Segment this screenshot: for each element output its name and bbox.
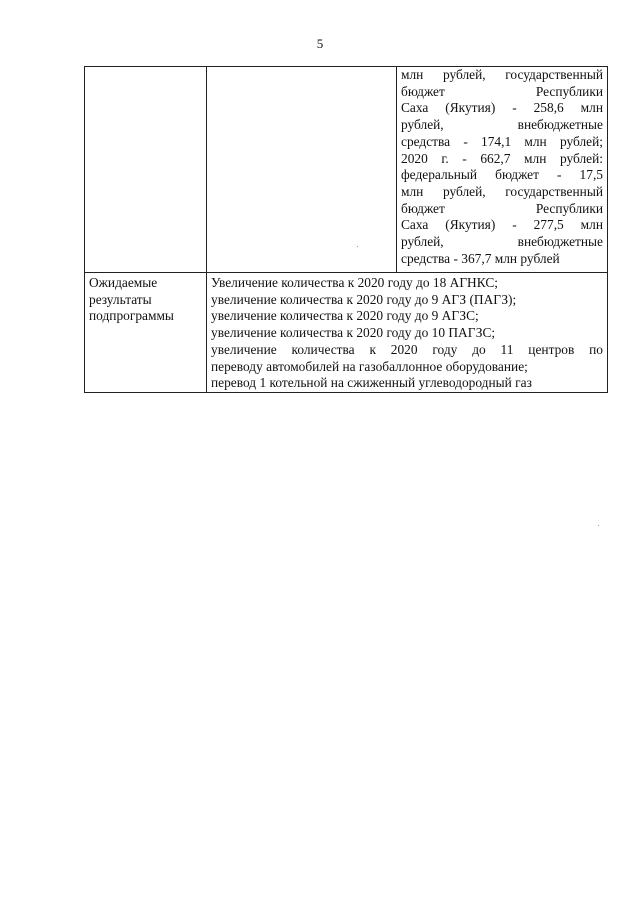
scan-speck <box>598 525 599 526</box>
scan-speck <box>357 246 358 247</box>
financing-line: Саха (Якутия) - 258,6 млн <box>401 100 603 116</box>
results-label-line: подпрограммы <box>89 308 174 324</box>
table-cell-label-empty <box>85 67 207 273</box>
results-line: увеличение количества к 2020 году до 9 АГЗС; <box>211 308 479 324</box>
financing-line: рублей, внебюджетные <box>401 234 603 250</box>
financing-line: средства - 174,1 млн рублей; <box>401 133 603 149</box>
results-line: увеличение количества к 2020 году до 9 АГЗ (ПАГЗ); <box>211 291 517 307</box>
financing-line: млн рублей, государственный <box>401 67 603 82</box>
financing-line: млн рублей, государственный <box>401 183 603 199</box>
table-row-expected-results <box>85 273 608 393</box>
results-line: увеличение количества к 2020 году до 10 ПАГЗС; <box>211 325 496 341</box>
financing-line: бюджет Республики <box>401 83 603 99</box>
page-number: 5 <box>316 36 324 51</box>
table-cell-results-label <box>85 273 207 393</box>
table-cell-middle-empty <box>207 67 397 273</box>
financing-line: бюджет Республики <box>401 200 603 216</box>
results-line: переводу автомобилей на газобаллонное оборудование; <box>211 358 528 374</box>
program-passport-table <box>84 66 608 393</box>
results-line: Увеличение количества к 2020 году до 18 АГНКС; <box>211 275 498 290</box>
financing-line: 2020 г. - 662,7 млн рублей: <box>401 150 603 166</box>
table-cell-results-content <box>207 273 608 393</box>
results-label-line: результаты <box>89 291 152 307</box>
table-cell-financing-text <box>397 67 608 273</box>
results-label-line: Ожидаемые <box>89 275 158 290</box>
results-line: перевод 1 котельной на сжиженный углеводородный газ <box>211 375 532 391</box>
financing-line: средства - 367,7 млн рублей <box>401 250 560 266</box>
financing-line: рублей, внебюджетные <box>401 117 603 133</box>
table-row-financing-continuation <box>85 67 608 273</box>
financing-line: Саха (Якутия) - 277,5 млн <box>401 217 603 233</box>
financing-line: федеральный бюджет - 17,5 <box>401 167 603 183</box>
results-line: увеличение количества к 2020 году до 11 центров по <box>211 341 603 357</box>
